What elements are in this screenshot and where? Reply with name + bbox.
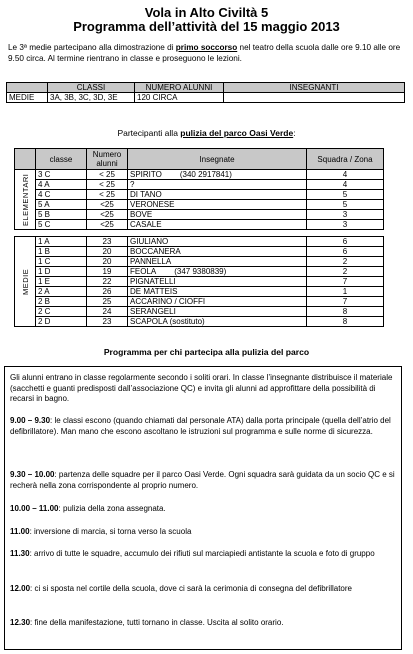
cell-classe: 2 C <box>36 307 87 317</box>
program-item-time: 11.00 <box>10 527 30 536</box>
program-item <box>10 584 398 595</box>
cell-numero: 19 <box>87 267 128 277</box>
program-item <box>10 618 398 629</box>
cell-classe: 5 A <box>36 200 87 210</box>
cell-insegnante <box>128 170 307 180</box>
teacher-name: DI TANO <box>130 190 162 199</box>
cell-classe: 5 B <box>36 210 87 220</box>
intro-text-end: nel teatro della scuola dalle ore 9.10 alle ore 9.50 circa. Al termine rientrano in classe e proseguono le lezioni. <box>8 43 401 63</box>
program-item <box>10 504 398 515</box>
cell-insegnante <box>128 200 307 210</box>
teacher-name: SERANGELI <box>130 307 176 316</box>
cell-numero: < 25 <box>87 180 128 190</box>
header-cell-numero-alunni: NUMERO ALUNNI <box>135 83 224 93</box>
cell-classe: 1 B <box>36 247 87 257</box>
cell-insegnante <box>128 210 307 220</box>
cell-numero: < 25 <box>87 170 128 180</box>
teacher-name: GIULIANO <box>130 237 169 246</box>
program-item <box>10 470 398 491</box>
teacher-phone: (347 9380839) <box>174 267 227 276</box>
group-label: ELEMENTARI <box>15 170 36 230</box>
cell-insegnante <box>128 247 307 257</box>
participants-heading <box>0 128 413 138</box>
cell-squadra: 1 <box>307 287 384 297</box>
cell-numero: 23 <box>87 317 128 327</box>
cell-classe: 1 E <box>36 277 87 287</box>
cell-insegnante <box>128 237 307 247</box>
document-subtitle: Programma dell’attività del 15 maggio 2013 <box>73 19 340 34</box>
cell-squadra: 5 <box>307 190 384 200</box>
teacher-name: BOCCANERA <box>130 247 181 256</box>
participants-text-start: Partecipanti alla <box>117 128 181 138</box>
cell-squadra: 6 <box>307 247 384 257</box>
teacher-name: VERONESE <box>130 200 175 209</box>
table-row <box>15 210 384 220</box>
program-item-text: : le classi escono (quando chiamati dal personale ATA) dalla porta principale (quella dell’atrio del defibrillatore). Man mano che escono ascoltano le istruzioni sul programma e sulle norme di sicurezza. <box>10 416 391 436</box>
program-intro: Gli alunni entrano in classe regolarmente secondo i soliti orari. In classe l’insegnante distribuisce il materiale (sacchetti e guanti predisposti dall’associazione QC) e invita gli alunni ad approfittare della possibilità di recarsi in bagno. <box>10 373 393 403</box>
row-numero: 120 CIRCA <box>135 93 224 103</box>
intro-underlined-text: primo soccorso <box>175 43 238 52</box>
cell-numero: 24 <box>87 307 128 317</box>
row-classi: 3A, 3B, 3C, 3D, 3E <box>48 93 135 103</box>
header-cell-classe: classe <box>36 149 87 170</box>
cell-classe: 3 C <box>36 170 87 180</box>
program-item-text: : fine della manifestazione, tutti tornano in classe. Uscita al solito orario. <box>30 618 284 627</box>
cell-numero: <25 <box>87 200 128 210</box>
teacher-name: FEOLA <box>130 267 157 276</box>
program-item-text: : pulizia della zona assegnata. <box>58 504 166 513</box>
cell-insegnante <box>128 297 307 307</box>
cell-numero: 23 <box>87 237 128 247</box>
teacher-phone: (340 2917841) <box>179 170 232 179</box>
teacher-name: SCAPOLA (sostituto) <box>130 317 205 326</box>
teacher-name: PIGNATELLI <box>130 277 176 286</box>
cell-squadra: 4 <box>307 180 384 190</box>
teacher-name: CASALE <box>130 220 162 229</box>
cell-squadra: 2 <box>307 267 384 277</box>
program-item-time: 9.00 – 9.30 <box>10 416 51 425</box>
table-row <box>15 267 384 277</box>
cell-squadra: 2 <box>307 257 384 267</box>
table-row <box>15 247 384 257</box>
table-row <box>15 307 384 317</box>
program-item <box>10 549 398 560</box>
cell-classe: 5 C <box>36 220 87 230</box>
row-label: MEDIE <box>7 93 48 103</box>
separator-cell <box>15 230 384 237</box>
group-separator <box>15 230 384 237</box>
program-item-text: : arrivo di tutte le squadre, accumulo dei rifiuti sul marciapiedi antistante la scuola e foto di gruppo <box>29 549 375 558</box>
intro-paragraph <box>8 42 406 64</box>
cell-classe: 2 A <box>36 287 87 297</box>
cell-insegnante <box>128 267 307 277</box>
program-item <box>10 527 398 538</box>
program-item-text: : inversione di marcia, si torna verso la scuola <box>29 527 192 536</box>
cell-classe: 1 A <box>36 237 87 247</box>
cell-numero: 20 <box>87 257 128 267</box>
table-header-row <box>15 149 384 170</box>
cell-numero: 22 <box>87 277 128 287</box>
table-row <box>7 93 405 103</box>
table-row <box>15 237 384 247</box>
cell-squadra: 3 <box>307 210 384 220</box>
group-label: MEDIE <box>15 237 36 327</box>
teacher-name: PANNELLA <box>130 257 172 266</box>
program-title: Programma per chi partecipa alla pulizia del parco <box>103 347 310 357</box>
teacher-name: SPIRITO <box>130 170 162 179</box>
cell-insegnante <box>128 180 307 190</box>
table-row <box>15 257 384 267</box>
cell-numero: 20 <box>87 247 128 257</box>
row-insegnanti <box>224 93 405 103</box>
cell-classe: 4 A <box>36 180 87 190</box>
program-item-time: 9.30 – 10.00 <box>10 470 55 479</box>
cell-squadra: 8 <box>307 317 384 327</box>
header-cell-numero-alunni: Numero alunni <box>87 149 128 170</box>
first-aid-table <box>6 82 405 103</box>
cell-numero: 26 <box>87 287 128 297</box>
header-cell-insegnate: Insegnate <box>128 149 307 170</box>
teacher-name: ? <box>130 180 135 189</box>
cell-numero: < 25 <box>87 190 128 200</box>
document-title: Vola in Alto Civiltà 5 <box>144 5 269 20</box>
cell-insegnante <box>128 190 307 200</box>
cell-squadra: 5 <box>307 200 384 210</box>
cell-squadra: 4 <box>307 170 384 180</box>
table-row <box>15 287 384 297</box>
table-row <box>15 220 384 230</box>
cell-classe: 1 C <box>36 257 87 267</box>
table-row <box>15 170 384 180</box>
cell-insegnante <box>128 277 307 287</box>
program-item-text: : partenza delle squadre per il parco Oasi Verde. Ogni squadra sarà guidata da un socio QC e si recherà nella zona corrispondente al proprio numero. <box>10 470 395 490</box>
cell-classe: 4 C <box>36 190 87 200</box>
teacher-name: BOVE <box>130 210 153 219</box>
header-cell-squadra-zona: Squadra / Zona <box>307 149 384 170</box>
header-cell-empty <box>7 83 48 93</box>
park-cleanup-table <box>14 148 384 327</box>
cell-squadra: 8 <box>307 307 384 317</box>
program-box <box>4 366 402 650</box>
program-item-time: 10.00 – 11.00 <box>10 504 59 513</box>
header-cell-empty <box>15 149 36 170</box>
table-row <box>15 297 384 307</box>
cell-insegnante <box>128 220 307 230</box>
cell-numero: 25 <box>87 297 128 307</box>
cell-squadra: 7 <box>307 277 384 287</box>
program-item <box>10 416 398 437</box>
participants-underlined-text: pulizia del parco Oasi Verde <box>180 128 294 138</box>
program-item-time: 12.30 <box>10 618 31 627</box>
table-header-row <box>7 83 405 93</box>
cell-classe: 1 D <box>36 267 87 277</box>
header-cell-classi: CLASSI <box>48 83 135 93</box>
program-item-time: 11.30 <box>10 549 30 558</box>
program-item-time: 12.00 <box>10 584 31 593</box>
cell-numero: <25 <box>87 210 128 220</box>
cell-squadra: 3 <box>307 220 384 230</box>
table-row <box>15 190 384 200</box>
cell-insegnante <box>128 307 307 317</box>
table-row <box>15 317 384 327</box>
teacher-name: ACCARINO / CIOFFI <box>130 297 206 306</box>
table-row <box>15 180 384 190</box>
program-item-text: : ci si sposta nel cortile della scuola, dove ci sarà la cerimonia di consegna del defibrillatore <box>30 584 352 593</box>
header-cell-insegnanti: INSEGNANTI <box>224 83 405 93</box>
intro-text-start: Le 3ª medie partecipano alla dimostrazione di <box>8 43 176 52</box>
cell-numero: <25 <box>87 220 128 230</box>
cell-insegnante <box>128 287 307 297</box>
table-row <box>15 200 384 210</box>
cell-squadra: 7 <box>307 297 384 307</box>
table-row <box>15 277 384 287</box>
cell-insegnante <box>128 257 307 267</box>
cell-classe: 2 B <box>36 297 87 307</box>
cell-insegnante <box>128 317 307 327</box>
cell-classe: 2 D <box>36 317 87 327</box>
participants-text-end: : <box>293 128 296 138</box>
teacher-name: DE MATTEIS <box>130 287 178 296</box>
cell-squadra: 6 <box>307 237 384 247</box>
